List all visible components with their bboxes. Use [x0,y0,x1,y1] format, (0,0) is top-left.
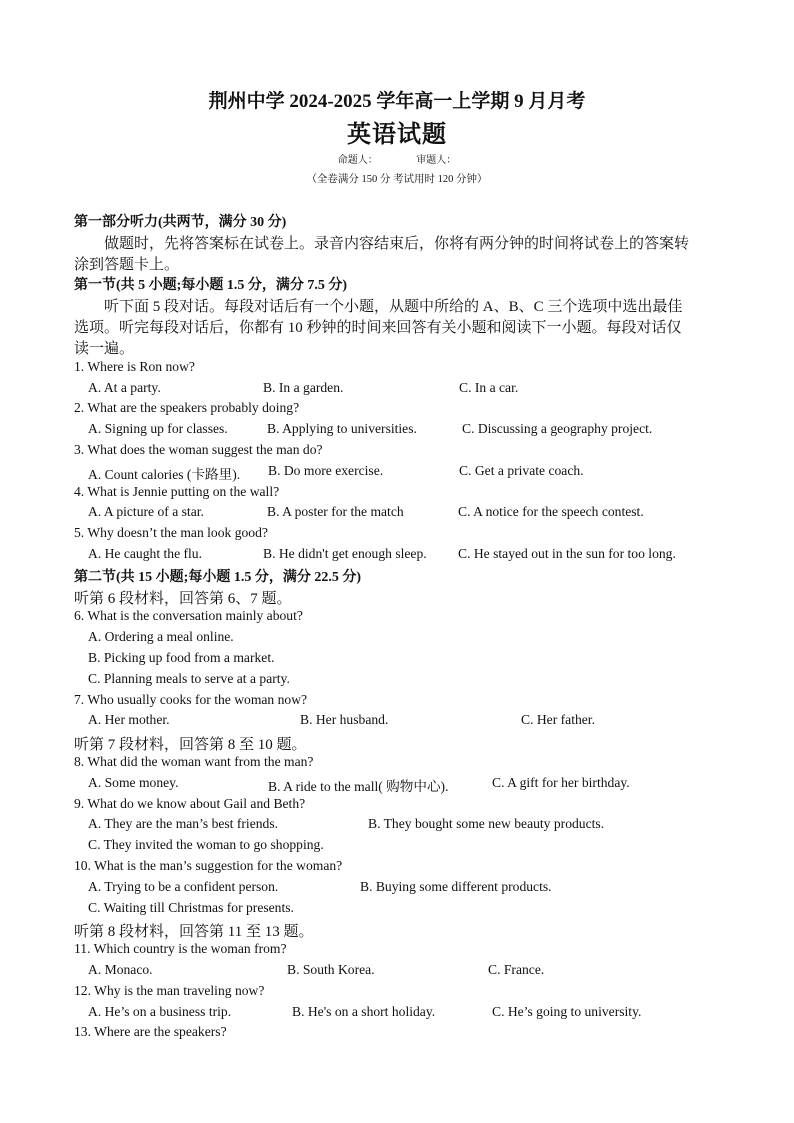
material-8-instruction: 听第 8 段材料，回答第 11 至 13 题。 [74,924,314,940]
section1-instruction-line1: 听下面 5 段对话。每段对话后有一个小题，从题中所给的 A、B、C 三个选项中选出最佳 [104,299,683,315]
option-b: B. Do more exercise. [268,463,384,478]
option-a: A. Count calories (卡路里). [88,467,241,482]
question-stem: 3. What does the woman suggest the man do? [74,442,323,457]
option-b: B. Applying to universities. [267,421,417,436]
option-c: C. Planning meals to serve at a party. [88,671,290,686]
option-a: A. Her mother. [88,712,170,727]
option-c: C. He stayed out in the sun for too long. [458,546,676,561]
option-a: A. At a party. [88,380,161,395]
part1-instruction-line1: 做题时，先将答案标在试卷上。录音内容结束后，你将有两分钟的时间将试卷上的答案转 [104,236,690,252]
reviewer-label: 审题人： [416,155,457,166]
section2-heading: 第二节(共 15 小题;每小题 1.5 分，满分 22.5 分) [74,570,361,585]
question-stem: 2. What are the speakers probably doing? [74,400,300,415]
section1-instruction-line2: 选项。听完每段对话后，你都有 10 秒钟的时间来回答有关小题和阅读下一小题。每段对话仅 [74,320,682,336]
question-stem: 9. What do we know about Gail and Beth? [74,796,306,811]
question-stem: 6. What is the conversation mainly about? [74,608,303,623]
question-stem: 8. What did the woman want from the man? [74,754,314,769]
question-stem: 4. What is Jennie putting on the wall? [74,484,280,499]
question-stem: 7. Who usually cooks for the woman now? [74,692,308,707]
option-c: C. France. [488,962,545,977]
option-b: B. A ride to the mall( 购物中心). [268,779,449,794]
option-c: C. In a car. [459,380,519,395]
option-a: A. Some money. [88,775,179,790]
option-a: A. Monaco. [88,962,153,977]
option-a: A. Trying to be a confident person. [88,879,279,894]
option-b: B. A poster for the match [267,504,404,519]
exam-totals: （全卷满分 150 分 考试用时 120 分钟） [306,174,488,185]
setter-label: 命题人： [337,155,378,166]
question-stem: 12. Why is the man traveling now? [74,983,265,998]
question-stem: 11. Which country is the woman from? [74,941,287,956]
option-a: A. He caught the flu. [88,546,203,561]
option-c: C. Get a private coach. [459,463,584,478]
option-b: B. Buying some different products. [360,879,552,894]
option-c: C. Discussing a geography project. [462,421,653,436]
option-a: A. He’s on a business trip. [88,1004,232,1019]
question-stem: 13. Where are the speakers? [74,1024,227,1039]
option-a: A. They are the man’s best friends. [88,816,279,831]
option-b: B. They bought some new beauty products. [368,816,605,831]
question-stem: 10. What is the man’s suggestion for the woman? [74,858,343,873]
option-c: C. He’s going to university. [492,1004,642,1019]
exam-subtitle: 英语试题 [347,122,447,148]
option-b: B. He's on a short holiday. [292,1004,436,1019]
option-c: C. Her father. [521,712,595,727]
material-7-instruction: 听第 7 段材料，回答第 8 至 10 题。 [74,737,307,753]
option-c: C. A gift for her birthday. [492,775,630,790]
option-a: A. Ordering a meal online. [88,629,234,644]
option-a: A. A picture of a star. [88,504,204,519]
option-c: C. They invited the woman to go shopping. [88,837,324,852]
option-b: B. Her husband. [300,712,389,727]
question-stem: 5. Why doesn’t the man look good? [74,525,268,540]
setters-line [0,151,794,166]
question-stem: 1. Where is Ron now? [74,359,195,374]
option-b: B. In a garden. [263,380,344,395]
exam-title: 荆州中学 2024-2025 学年高一上学期 9 月月考 [208,91,586,112]
section1-heading: 第一节(共 5 小题;每小题 1.5 分，满分 7.5 分) [74,278,347,293]
option-c: C. A notice for the speech contest. [458,504,644,519]
option-b: B. South Korea. [287,962,375,977]
option-a: A. Signing up for classes. [88,421,228,436]
material-6-instruction: 听第 6 段材料，回答第 6、7 题。 [74,591,292,607]
section1-instruction-line3: 读一遍。 [74,341,135,357]
option-c: C. Waiting till Christmas for presents. [88,900,294,915]
option-b: B. He didn't get enough sleep. [263,546,427,561]
part1-heading: 第一部分听力(共两节，满分 30 分) [74,215,287,230]
option-b: B. Picking up food from a market. [88,650,275,665]
part1-instruction-line2: 涂到答题卡上。 [74,257,180,273]
